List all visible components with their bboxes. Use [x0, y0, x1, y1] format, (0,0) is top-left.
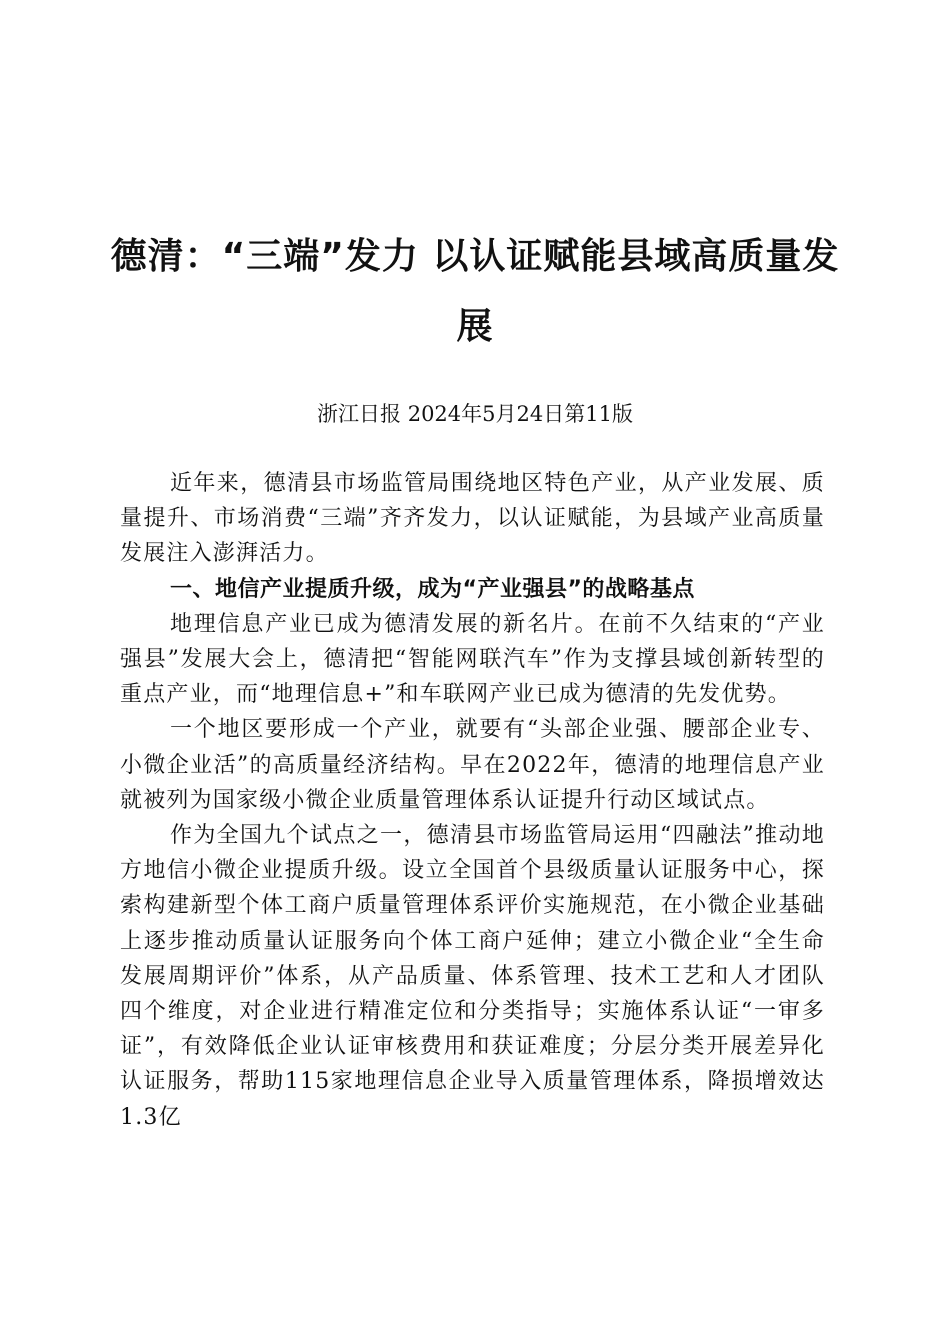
article-body [120, 466, 825, 1135]
document-title: 德清：“三端”发力 以认证赋能县域高质量发展 [110, 236, 840, 347]
source-byline: 浙江日报 2024年5月24日第11版 [317, 402, 633, 426]
body-paragraph: 作为全国九个试点之一，德清县市场监管局运用“四融法”推动地方地信小微企业提质升级。设立全国首个县级质量认证服务中心，探索构建新型个体工商户质量管理体系评价实施规范，在小微企业基础上逐步推动质量认证服务向个体工商户延伸；建立小微企业“全生命发展周期评价”体系，从产品质量、体系管理、技术工艺和人才团队四个维度，对企业进行精准定位和分类指导；实施体系认证“一审多证”，有效降低企业认证审核费用和获证难度；分层分类开展差异化认证服务，帮助115家地理信息企业导入质量管理体系，降损增效达1.3亿 [120, 823, 825, 1130]
body-paragraph: 地理信息产业已成为德清发展的新名片。在前不久结束的“产业强县”发展大会上，德清把“智能网联汽车”作为支撑县域创新转型的重点产业，而“地理信息+”和车联网产业已成为德清的先发优势。 [120, 611, 825, 708]
intro-paragraph: 近年来，德清县市场监管局围绕地区特色产业，从产业发展、质量提升、市场消费“三端”齐齐发力，以认证赋能，为县域产业高质量发展注入澎湃活力。 [120, 471, 825, 567]
body-paragraph: 一个地区要形成一个产业，就要有“头部企业强、腰部企业专、小微企业活”的高质量经济结构。早在2022年，德清的地理信息产业就被列为国家级小微企业质量管理体系认证提升行动区域试点。 [120, 717, 825, 813]
section-heading: 一、地信产业提质升级，成为“产业强县”的战略基点 [170, 576, 695, 602]
